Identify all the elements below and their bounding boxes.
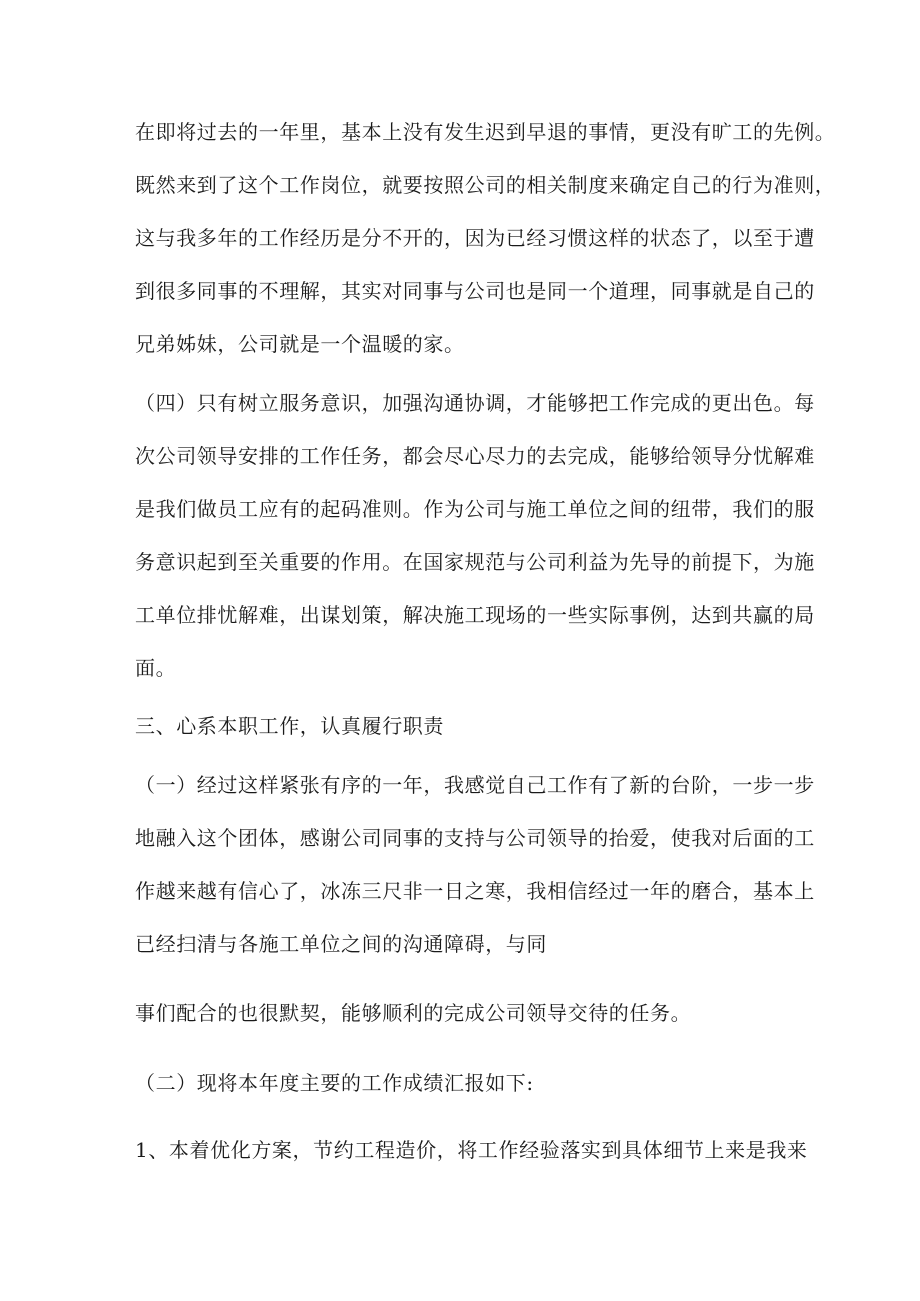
paragraph-attendance-line-3: 这与我多年的工作经历是分不开的，因为已经习惯这样的状态了，以至于遭 [135, 226, 815, 250]
paragraph-progress-line-4: 已经扫清与各施工单位之间的沟通障碍，与同 [135, 932, 547, 956]
paragraph-progress-line-2: 地融入这个团体，感谢公司同事的支持与公司领导的抬爱，使我对后面的工 [135, 826, 815, 850]
paragraph-attendance-line-5: 兄弟姊妹，公司就是一个温暖的家。 [135, 332, 465, 356]
paragraph-attendance-line-2: 既然来到了这个工作岗位，就要按照公司的相关制度来确定自己的行为准则， [135, 173, 836, 197]
paragraph-service-line-1: （四）只有树立服务意识，加强沟通协调，才能够把工作完成的更出色。每 [135, 391, 815, 415]
paragraph-service-line-2: 次公司领导安排的工作任务，都会尽心尽力的去完成，能够给领导分忧解难 [135, 444, 815, 468]
paragraph-progress-line-1: （一）经过这样紧张有序的一年，我感觉自己工作有了新的台阶，一步一步 [135, 773, 815, 797]
paragraph-service-line-3: 是我们做员工应有的起码准则。作为公司与施工单位之间的纽带，我们的服 [135, 497, 815, 521]
paragraph-service-line-5: 工单位排忧解难，出谋划策，解决施工现场的一些实际事例，达到共赢的局 [135, 603, 815, 627]
paragraph-attendance-line-4: 到很多同事的不理解，其实对同事与公司也是同一个道理，同事就是自己的 [135, 279, 815, 303]
section-heading: 三、心系本职工作，认真履行职责 [135, 714, 444, 738]
paragraph-service-line-4: 务意识起到至关重要的作用。在国家规范与公司利益为先导的前提下，为施 [135, 550, 815, 574]
paragraph-attendance-line-1: 在即将过去的一年里，基本上没有发生迟到早退的事情，更没有旷工的先例。 [135, 120, 836, 144]
list-item-1: 1、本着优化方案，节约工程造价，将工作经验落实到具体细节上来是我来 [135, 1138, 808, 1162]
paragraph-achievements-intro: （二）现将本年度主要的工作成绩汇报如下: [135, 1071, 534, 1095]
paragraph-service-line-6: 面。 [135, 656, 177, 680]
paragraph-cooperation-line: 事们配合的也很默契，能够顺利的完成公司领导交待的任务。 [135, 1001, 692, 1025]
paragraph-progress-line-3: 作越来越有信心了，冰冻三尺非一日之寒，我相信经过一年的磨合，基本上 [135, 879, 815, 903]
